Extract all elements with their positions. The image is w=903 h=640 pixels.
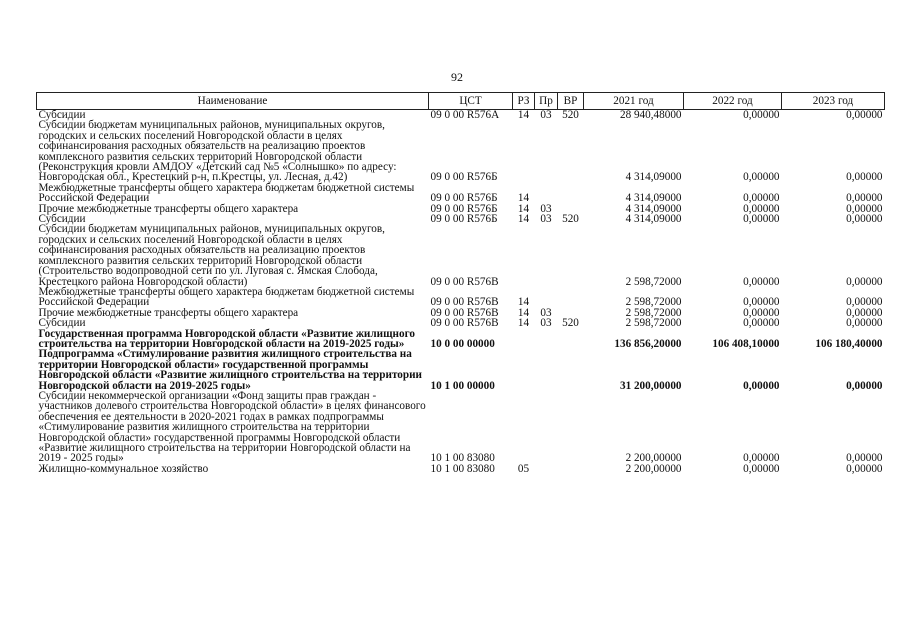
row-rz (513, 120, 535, 182)
row-vr: 520 (562, 109, 579, 121)
row-name: Субсидии бюджетам муниципальных районов, муниципальных округов, городских и сельских поселений Новгородской области в целях софинансирования расходных обязательств на реализацию проектов комплексного развития сельских территорий Новгородской области (Реконструкция кровли АМДОУ «Детский сад №5 «Солнышко» по адресу: Новгородская обл., Крестецкий р-н, п.Крестцы, ул. Лесная, д.42) (38, 119, 397, 184)
row-cst: 09 0 00 R576Б (430, 192, 498, 205)
row-vr (558, 224, 584, 286)
table-row (37, 287, 885, 308)
row-2022: 0,00000 (743, 192, 780, 205)
row-2021: 4 314,09000 (625, 202, 682, 215)
row-2021: 2 598,72000 (625, 306, 682, 319)
table-row (37, 349, 885, 391)
row-2022: 0,00000 (743, 317, 780, 330)
row-name: Субсидии бюджетам муниципальных районов, муниципальных округов, городских и сельских поселений Новгородской области в целях софинансирования расходных обязательств на реализацию проектов комплексного развития сельских территорий Новгородской области (Строительство водопроводной сети по ул. Луговая с. Ямская Слобода, Крестецкого района Новгородской области) (38, 223, 385, 288)
row-cst: 09 0 00 R576В (430, 296, 499, 309)
row-2021: 2 200,00000 (625, 462, 682, 475)
table-row (37, 183, 885, 204)
row-vr (558, 183, 584, 204)
row-cst: 10 1 00 00000 (430, 379, 495, 392)
table-header-row (37, 93, 885, 110)
column-header-cst: ЦСТ (429, 93, 513, 110)
row-rz: 14 (517, 202, 530, 215)
row-cst: 09 0 00 R576В (430, 275, 499, 288)
row-name: Субсидии (38, 317, 86, 330)
row-2022: 0,00000 (743, 213, 780, 226)
row-rz: 14 (517, 213, 530, 226)
row-cst: 09 0 00 R576В (430, 317, 499, 330)
row-vr (558, 464, 584, 474)
row-2022: 0,00000 (743, 296, 780, 309)
row-rz: 14 (517, 317, 530, 330)
row-rz: 14 (517, 296, 530, 309)
row-2022: 0,00000 (743, 306, 780, 319)
row-2023: 0,00000 (846, 202, 883, 215)
table-row (37, 329, 885, 350)
table-row (37, 120, 885, 182)
row-name: Жилищно-коммунальное хозяйство (38, 462, 209, 475)
row-pr (535, 329, 558, 350)
column-header-name: Наименование (37, 93, 429, 110)
row-vr (558, 120, 584, 182)
row-cst: 09 0 00 R576А (430, 109, 500, 121)
page-number: 92 (451, 70, 463, 84)
row-2021: 2 598,72000 (625, 296, 682, 309)
row-name: Субсидии некоммерческой организации «Фонд защиты прав граждан - участников долевого строительства Новгородской области» в целях финансового обеспечения ее деятельности в 2020-2021 годах в рамках подпрограммы «Стимулирование развития жилищного строительства на территории Новгородской области» государственной программы Новгородской области «Развитие жилищного строительства на территории Новгородской области на 2019 - 2025 годы» (38, 389, 426, 465)
row-2023: 106 180,40000 (815, 337, 883, 350)
table-row (37, 464, 885, 474)
row-name: Прочие межбюджетные трансферты общего характера (38, 202, 299, 215)
row-2023: 0,00000 (846, 379, 883, 392)
column-header-pr: Пр (535, 93, 558, 110)
row-name: Субсидии (38, 213, 86, 226)
row-cst: 09 0 00 R576В (430, 306, 499, 319)
row-cst: 10 1 00 83080 (430, 462, 495, 475)
row-2022: 0,00000 (743, 462, 780, 475)
row-2022: 0,00000 (743, 379, 780, 392)
row-vr (558, 349, 584, 391)
row-name: Подпрограмма «Стимулирование развития жилищного строительства на территории Новгородской области» государственной программы Новгородской области «Развитие жилищного строительства на территории Новгородской области на 2019-2025 годы» (38, 348, 423, 392)
row-2022: 0,00000 (743, 171, 780, 184)
row-cst: 09 0 00 R576Б (430, 202, 498, 215)
row-2023: 0,00000 (846, 171, 883, 184)
row-2022: 0,00000 (743, 275, 780, 288)
row-cst: 09 0 00 R576Б (430, 213, 498, 226)
table-row (37, 391, 885, 464)
row-pr (535, 183, 558, 204)
row-vr (558, 391, 584, 464)
row-2023: 0,00000 (846, 296, 883, 309)
row-2023: 0,00000 (846, 275, 883, 288)
row-rz: 14 (517, 192, 530, 205)
row-name: Государственная программа Новгородской области «Развитие жилищного строительства на территории Новгородской области на 2019-2025 годы» (38, 327, 415, 350)
row-vr (558, 287, 584, 308)
row-pr (535, 224, 558, 286)
row-2021: 31 200,00000 (619, 379, 682, 392)
row-2023: 0,00000 (846, 192, 883, 205)
row-2021: 4 314,09000 (625, 192, 682, 205)
row-pr (535, 349, 558, 391)
row-rz: 14 (517, 109, 530, 121)
row-pr (535, 120, 558, 182)
row-2021: 28 940,48000 (619, 109, 682, 121)
row-2023: 0,00000 (846, 462, 883, 475)
column-header-2021: 2021 год (584, 93, 684, 110)
column-header-2023: 2023 год (782, 93, 885, 110)
row-2021: 2 598,72000 (625, 275, 682, 288)
row-2021: 136 856,20000 (614, 337, 682, 350)
row-pr (535, 287, 558, 308)
row-2022: 0,00000 (743, 109, 780, 121)
row-vr (558, 329, 584, 350)
row-name: Межбюджетные трансферты общего характера бюджетам бюджетной системы Российской Федерации (38, 181, 415, 205)
row-pr: 03 (540, 213, 552, 226)
row-name: Прочие межбюджетные трансферты общего характера (38, 306, 299, 319)
row-rz (513, 329, 535, 350)
row-2023: 0,00000 (846, 452, 883, 465)
row-rz: 14 (517, 306, 530, 319)
table-row (37, 224, 885, 286)
row-2022: 0,00000 (743, 452, 780, 465)
row-cst: 09 0 00 R576Б (430, 171, 498, 184)
row-2023: 0,00000 (846, 109, 883, 121)
row-2022: 0,00000 (743, 202, 780, 215)
column-header-vr: ВР (558, 93, 584, 110)
row-2021: 4 314,09000 (625, 171, 682, 184)
table-row (37, 318, 885, 328)
budget-table (36, 92, 885, 474)
row-2021: 2 598,72000 (625, 317, 682, 330)
row-pr: 03 (540, 306, 552, 319)
row-2022: 106 408,10000 (712, 337, 780, 350)
row-pr: 03 (540, 109, 552, 121)
row-cst: 10 0 00 00000 (430, 337, 495, 350)
column-header-2022: 2022 год (684, 93, 782, 110)
row-cst: 10 1 00 83080 (430, 452, 495, 465)
row-name: Субсидии (38, 109, 86, 121)
row-pr: 03 (540, 317, 552, 330)
row-2021: 2 200,00000 (625, 452, 682, 465)
row-vr: 520 (562, 213, 579, 226)
row-pr: 03 (540, 202, 552, 215)
row-rz (513, 349, 535, 391)
row-pr (535, 391, 558, 464)
row-pr (535, 464, 558, 474)
row-2023: 0,00000 (846, 213, 883, 226)
row-rz (513, 224, 535, 286)
row-2023: 0,00000 (846, 317, 883, 330)
row-2021: 4 314,09000 (625, 213, 682, 226)
row-vr: 520 (562, 317, 579, 330)
column-header-rz: РЗ (513, 93, 535, 110)
row-rz (513, 391, 535, 464)
row-rz: 05 (517, 462, 530, 475)
row-name: Межбюджетные трансферты общего характера бюджетам бюджетной системы Российской Федерации (38, 285, 415, 309)
row-2023: 0,00000 (846, 306, 883, 319)
